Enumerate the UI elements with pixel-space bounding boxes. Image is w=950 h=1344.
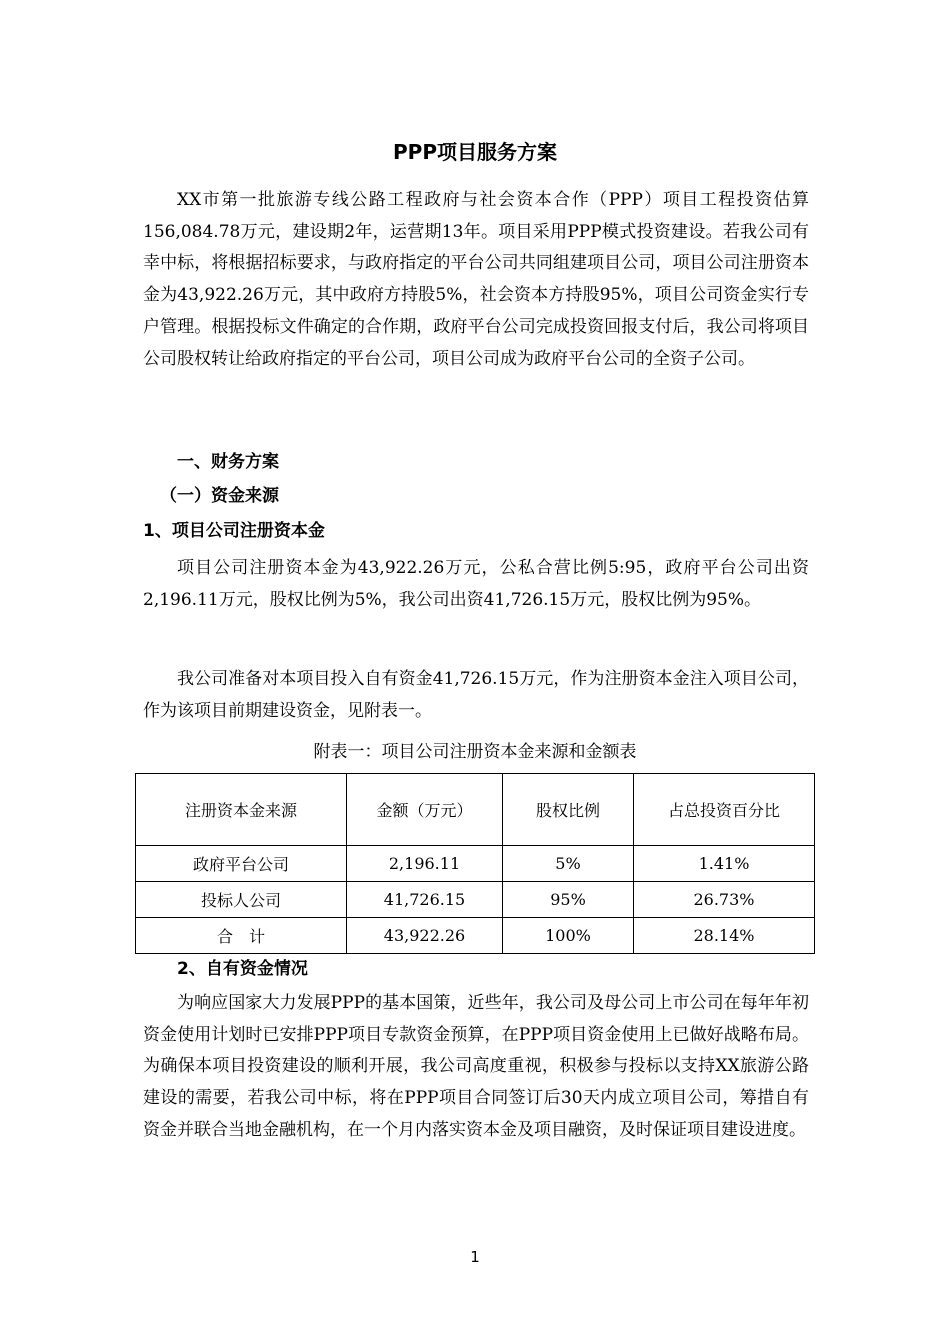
table-row	[136, 846, 815, 882]
header-investment-percent: 占总投资百分比	[634, 774, 815, 846]
header-amount: 金额（万元）	[347, 774, 503, 846]
cell-equity-ratio: 95%	[503, 882, 634, 918]
table-row	[136, 882, 815, 918]
capital-source-table	[135, 773, 815, 954]
intro-paragraph: XX市第一批旅游专线公路工程政府与社会资本合作（PPP）项目工程投资估算156,084.78万元，建设期2年，运营期13年。项目采用PPP模式投资建设。若我公司有幸中标，将根据招标要求，与政府指定的平台公司共同组建项目公司，项目公司注册资本金为43,922.26万元，其中政府方持股5%，社会资本方持股95%，项目公司资金实行专户管理。根据投标文件确定的合作期，政府平台公司完成投资回报支付后，我公司将项目公司股权转让给政府指定的平台公司，项目公司成为政府平台公司的全资子公司。	[143, 190, 809, 369]
cell-source: 合 计	[136, 918, 347, 954]
header-equity-ratio: 股权比例	[503, 774, 634, 846]
cell-investment-percent: 26.73%	[634, 882, 815, 918]
document-title: PPP项目服务方案	[393, 140, 557, 164]
cell-equity-ratio: 5%	[503, 846, 634, 882]
cell-amount: 41,726.15	[347, 882, 503, 918]
cell-amount: 43,922.26	[347, 918, 503, 954]
cell-investment-percent: 28.14%	[634, 918, 815, 954]
cell-equity-ratio: 100%	[503, 918, 634, 954]
paragraph-own-funds-status: 为响应国家大力发展PPP的基本国策，近些年，我公司及母公司上市公司在每年年初资金使用计划时已安排PPP项目专款资金预算，在PPP项目资金使用上已做好战略布局。为确保本项目投资建设的顺利开展，我公司高度重视，积极参与投标以支持XX旅游公路建设的需要，若我公司中标，将在PPP项目合同签订后30天内成立项目公司，筹措自有资金并联合当地金融机构，在一个月内落实资本金及项目融资，及时保证项目建设进度。	[143, 993, 809, 1140]
paragraph-registered-capital: 项目公司注册资本金为43,922.26万元，公私合营比例5:95，政府平台公司出资2,196.11万元，股权比例为5%，我公司出资41,726.15万元，股权比例为95%。	[143, 558, 809, 610]
cell-source: 政府平台公司	[136, 846, 347, 882]
cell-source: 投标人公司	[136, 882, 347, 918]
table-caption: 附表一：项目公司注册资本金来源和金额表	[313, 742, 637, 762]
header-source: 注册资本金来源	[136, 774, 347, 846]
table-header-row	[136, 774, 815, 846]
table-row-total	[136, 918, 815, 954]
item-heading-registered-capital: 1、项目公司注册资本金	[143, 521, 325, 541]
page-number: 1	[470, 1248, 480, 1266]
cell-investment-percent: 1.41%	[634, 846, 815, 882]
subsection-heading-funding: （一）资金来源	[160, 486, 279, 506]
item-heading-own-funds: 2、自有资金情况	[177, 959, 308, 979]
section-heading-finance: 一、财务方案	[177, 452, 279, 472]
paragraph-own-funds-input: 我公司准备对本项目投入自有资金41,726.15万元，作为注册资本金注入项目公司，作为该项目前期建设资金，见附表一。	[143, 669, 809, 721]
cell-amount: 2,196.11	[347, 846, 503, 882]
